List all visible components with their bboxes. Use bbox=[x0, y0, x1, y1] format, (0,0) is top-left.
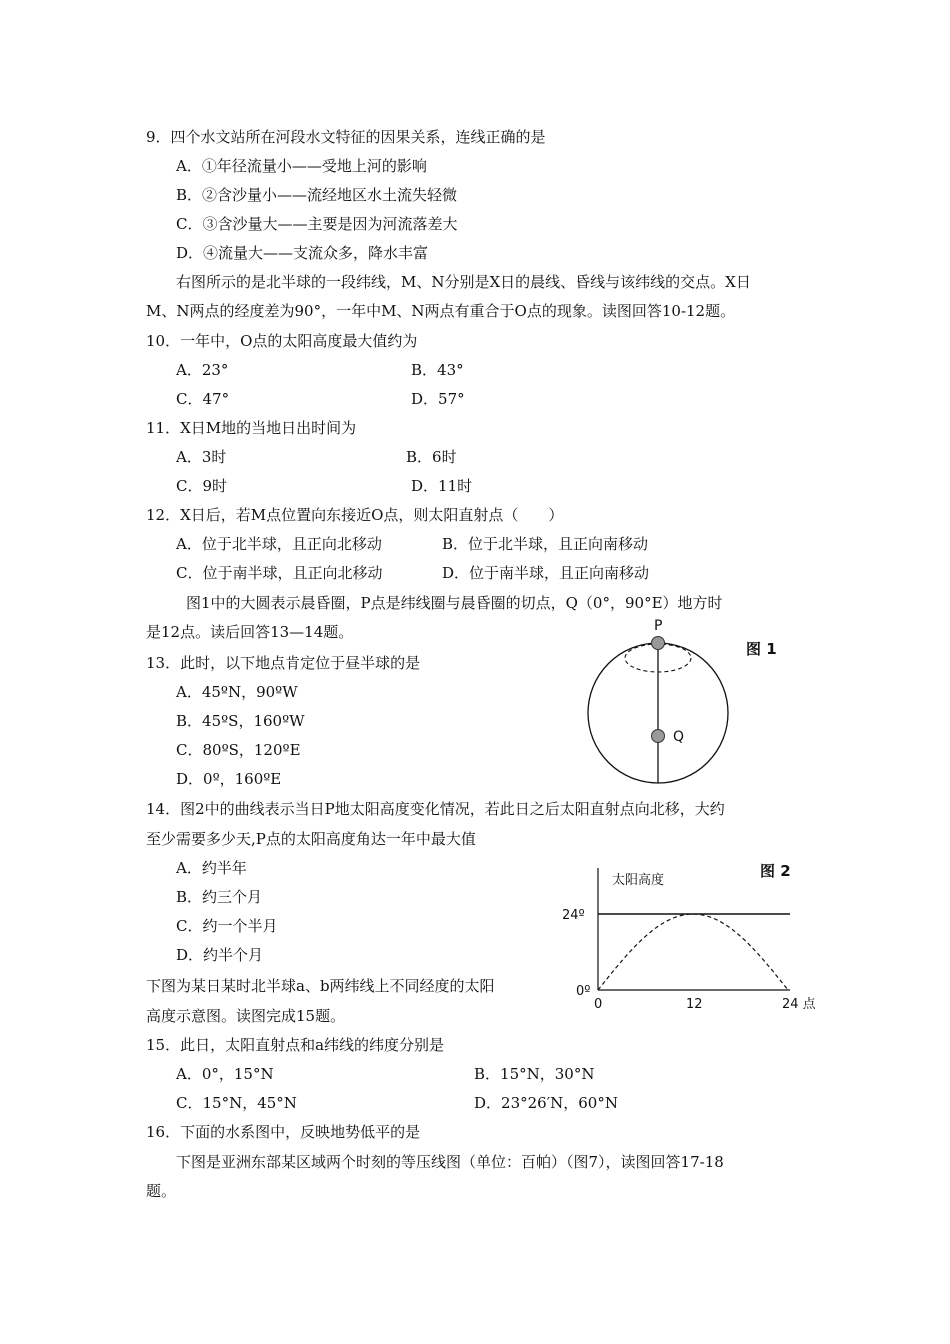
figure1-diagram bbox=[580, 612, 740, 792]
q13-stem: 13．此时，以下地点肯定位于昼半球的是 bbox=[146, 654, 421, 672]
intro-15-line1: 下图为某日某时北半球a、b两纬线上不同经度的太阳 bbox=[146, 977, 495, 995]
intro-10-12-line1: 右图所示的是北半球的一段纬线，M、N分别是X日的晨线、昏线与该纬线的交点。X日 bbox=[176, 273, 751, 291]
figure1-title: 图 1 bbox=[746, 640, 777, 658]
figure2-chart bbox=[560, 860, 830, 1020]
q12-option-b: B．位于北半球，且正向南移动 bbox=[442, 535, 649, 553]
y-tick-0: 0º bbox=[576, 984, 591, 999]
intro-13-14-line1: 图1中的大圆表示晨昏圈，P点是纬线圈与晨昏圈的切点，Q（0°，90°E）地方时 bbox=[186, 594, 723, 612]
q12-option-d: D．位于南半球，且正向南移动 bbox=[442, 564, 650, 582]
q9-option-d: D．④流量大——支流众多，降水丰富 bbox=[176, 244, 429, 262]
q9-stem: 9．四个水文站所在河段水文特征的因果关系，连线正确的是 bbox=[146, 128, 546, 146]
q13-option-c: C．80ºS，120ºE bbox=[176, 741, 301, 759]
q11-option-b: B．6时 bbox=[406, 448, 457, 466]
x-tick-12: 12 bbox=[686, 997, 703, 1012]
q11-option-d: D．11时 bbox=[411, 477, 473, 495]
q12-option-a: A．位于北半球，且正向北移动 bbox=[176, 535, 382, 553]
q15-option-c: C．15°N，45°N bbox=[176, 1094, 297, 1112]
y-tick-24: 24º bbox=[562, 908, 585, 923]
q9-option-c: C．③含沙量大——主要是因为河流落差大 bbox=[176, 215, 458, 233]
q10-option-b: B．43° bbox=[411, 361, 464, 379]
q14-stem-line2: 至少需要多少天,P点的太阳高度角达一年中最大值 bbox=[146, 830, 476, 848]
intro-17-18-line2: 题。 bbox=[146, 1182, 177, 1200]
q14-option-b: B．约三个月 bbox=[176, 888, 263, 906]
q10-stem: 10．一年中，O点的太阳高度最大值约为 bbox=[146, 332, 418, 350]
point-q-marker bbox=[652, 730, 665, 743]
q14-option-a: A．约半年 bbox=[176, 859, 247, 877]
x-tick-0: 0 bbox=[594, 997, 603, 1012]
figure2-title: 图 2 bbox=[760, 862, 791, 880]
q12-option-c: C．位于南半球，且正向北移动 bbox=[176, 564, 383, 582]
q10-option-a: A．23° bbox=[176, 361, 229, 379]
point-p-label: P bbox=[654, 618, 663, 634]
q12-stem: 12．X日后，若M点位置向东接近O点，则太阳直射点（ ） bbox=[146, 506, 564, 524]
q14-option-d: D．约半个月 bbox=[176, 946, 264, 964]
q13-option-b: B．45ºS，160ºW bbox=[176, 712, 305, 730]
q14-option-c: C．约一个半月 bbox=[176, 917, 278, 935]
q13-option-d: D．0º，160ºE bbox=[176, 770, 282, 788]
intro-17-18-line1: 下图是亚洲东部某区域两个时刻的等压线图（单位：百帕）（图7），读图回答17-18 bbox=[176, 1153, 724, 1171]
series-sun-altitude-curve bbox=[598, 914, 788, 990]
q14-stem-line1: 14．图2中的曲线表示当日P地太阳高度变化情况，若此日之后太阳直射点向北移，大约 bbox=[146, 800, 725, 818]
q16-stem: 16．下面的水系图中，反映地势低平的是 bbox=[146, 1123, 421, 1141]
intro-13-14-line2: 是12点。读后回答13—14题。 bbox=[146, 623, 354, 641]
intro-10-12-line2: M、N两点的经度差为90°，一年中M、N两点有重合于O点的现象。读图回答10-12题。 bbox=[146, 302, 736, 320]
q11-stem: 11．X日M地的当地日出时间为 bbox=[146, 419, 357, 437]
q11-option-c: C．9时 bbox=[176, 477, 228, 495]
q15-option-b: B．15°N，30°N bbox=[474, 1065, 595, 1083]
q15-option-a: A．0°，15°N bbox=[176, 1065, 274, 1083]
intro-15-line2: 高度示意图。读图完成15题。 bbox=[146, 1007, 346, 1025]
q10-option-c: C．47° bbox=[176, 390, 230, 408]
q15-option-d: D．23°26′N，60°N bbox=[474, 1094, 618, 1112]
point-p-marker bbox=[652, 637, 665, 650]
q10-option-d: D．57° bbox=[411, 390, 465, 408]
q9-option-b: B．②含沙量小——流经地区水土流失轻微 bbox=[176, 186, 458, 204]
q9-option-a: A．①年径流量小——受地上河的影响 bbox=[176, 157, 427, 175]
q13-option-a: A．45ºN，90ºW bbox=[176, 683, 298, 701]
q15-stem: 15．此日，太阳直射点和a纬线的纬度分别是 bbox=[146, 1036, 445, 1054]
y-axis-label: 太阳高度 bbox=[612, 873, 665, 888]
q11-option-a: A．3时 bbox=[176, 448, 227, 466]
x-tick-24: 24 点 bbox=[782, 997, 816, 1012]
point-q-label: Q bbox=[673, 729, 685, 745]
